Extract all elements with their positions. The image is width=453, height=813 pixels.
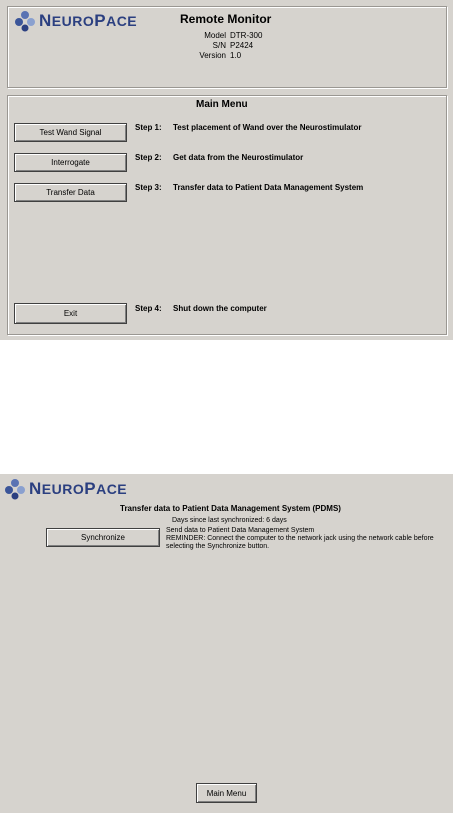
sync-description: Send data to Patient Data Management System: [166, 527, 315, 534]
neuropace-logo-text: NEUROPACE: [39, 11, 138, 30]
version-value: 1.0: [230, 51, 242, 60]
days-since-sync: Days since last synchronized: 6 days: [172, 517, 287, 524]
sn-value: P2424: [230, 41, 254, 50]
sync-reminder: REMINDER: Connect the computer to the network jack using the network cable before selecting the Synchronize button.: [166, 535, 434, 550]
interrogate-button[interactable]: Interrogate: [14, 153, 127, 172]
neuropace-logo-text: NEUROPACE: [29, 479, 128, 498]
step-1-label: Step 1:: [135, 123, 162, 132]
neuropace-logo-icon: [14, 10, 36, 32]
step-2-text: Get data from the Neurostimulator: [173, 153, 304, 162]
model-value: DTR-300: [230, 31, 263, 40]
step-2-label: Step 2:: [135, 153, 162, 162]
transfer-title: Transfer data to Patient Data Management System (PDMS): [120, 504, 341, 513]
neuropace-logo: [4, 478, 127, 500]
step-4-text: Shut down the computer: [173, 304, 267, 313]
main-menu-title: Main Menu: [196, 99, 248, 110]
neuropace-logo-icon: [4, 478, 26, 500]
version-label: Version: [199, 51, 226, 60]
step-3-label: Step 3:: [135, 183, 162, 192]
sn-label: S/N: [212, 41, 226, 50]
neuropace-logo: [14, 10, 137, 32]
main-menu-button[interactable]: Main Menu: [196, 783, 257, 803]
synchronize-button[interactable]: Synchronize: [46, 528, 160, 547]
step-4-label: Step 4:: [135, 304, 162, 313]
step-3-text: Transfer data to Patient Data Management System: [173, 183, 364, 192]
step-1-text: Test placement of Wand over the Neurostimulator: [173, 123, 362, 132]
test-wand-signal-button[interactable]: Test Wand Signal: [14, 123, 127, 142]
model-label: Model: [204, 31, 226, 40]
app-title: Remote Monitor: [180, 12, 272, 26]
transfer-data-button[interactable]: Transfer Data: [14, 183, 127, 202]
transfer-data-window: [0, 474, 453, 813]
remote-monitor-window: [0, 0, 453, 340]
exit-button[interactable]: Exit: [14, 303, 127, 324]
